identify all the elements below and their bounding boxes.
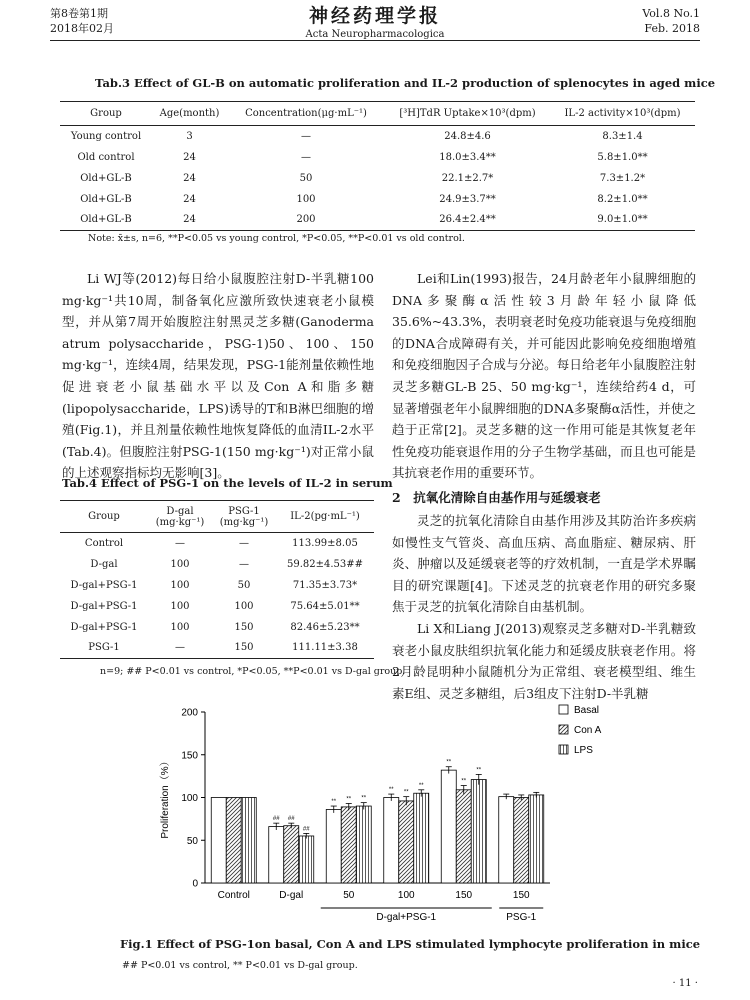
volume-info: Vol.8 No.1 [642, 7, 700, 20]
bar-lps [356, 806, 371, 883]
bar-con-a [456, 790, 471, 883]
table-cell: — [301, 151, 311, 163]
table-cell: 100 [170, 579, 190, 591]
bar-con-a [226, 798, 241, 884]
table-row [60, 596, 374, 617]
table-cell: 8.3±1.4 [602, 130, 643, 142]
column-header: Age(month) [159, 108, 220, 119]
table-cell: — [175, 642, 185, 654]
paragraph: 灵芝的抗氧化清除自由基作用涉及其防治许多疾病如慢性支气管炎、高血压病、高血脂症、糖尿病、肝炎、肿瘤以及延缓衰老等的疗效机制，一直是学术界瞩目的研究课题[4]。下述灵芝的抗衰老作用的研究多聚焦于灵芝的抗氧化清除自由基机制。 [392, 513, 696, 615]
legend-label: Basal [574, 705, 600, 716]
group-label-psg1: PSG-1 [506, 912, 537, 923]
table-cell: 100 [234, 600, 254, 612]
header-center [0, 4, 750, 41]
column-header: D-gal (mg·kg⁻¹) [155, 505, 205, 528]
issue-info: 第8卷第1期 [50, 7, 108, 20]
table-cell: 5.8±1.0** [597, 151, 648, 163]
journal-title-cn: 神经药理学报 [308, 5, 441, 27]
table3-caption: Tab.3 Effect of GL-B on automatic proliferation and IL-2 production of splenocytes in aged mice [95, 76, 716, 90]
bar-basal [384, 798, 399, 884]
right-column-text-1 [392, 268, 696, 484]
table4 [60, 500, 374, 659]
y-tick-label: 200 [181, 707, 198, 719]
significance-mark: ** [361, 795, 367, 802]
bar-lps [471, 780, 486, 883]
bar-basal [441, 770, 456, 883]
table-cell: 24 [183, 151, 196, 163]
table-cell: 7.3±1.2* [599, 172, 646, 184]
x-tick-label: Control [217, 890, 250, 901]
table3-note: Note: x̄±s, n=6, **P<0.05 vs young control, *P<0.05, **P<0.01 vs old control. [88, 233, 465, 244]
table-cell: 50 [237, 579, 251, 591]
bar-basal [326, 809, 341, 883]
figure-note: ## P<0.01 vs control, ** P<0.01 vs D-gal group. [122, 960, 358, 971]
significance-mark: ** [446, 759, 452, 766]
table-cell: 200 [296, 214, 316, 226]
bar-con-a [341, 807, 356, 883]
table-cell: 24 [183, 214, 196, 226]
bar-con-a [514, 798, 529, 884]
table-cell: 150 [234, 621, 254, 633]
table3-header-row [60, 102, 695, 126]
header-rule [50, 40, 700, 41]
table3 [60, 101, 695, 231]
issue-date: 2018年02月 [50, 22, 114, 35]
proliferation-bar-chart [130, 700, 730, 935]
significance-mark: ** [346, 796, 352, 803]
table4-caption: Tab.4 Effect of PSG-1 on the levels of IL-2 in serum [62, 476, 393, 490]
left-column-text [62, 268, 374, 484]
table-cell: 24.9±3.7** [439, 193, 496, 205]
table-cell: 9.0±1.0** [597, 214, 648, 226]
table-cell: 8.2±1.0** [597, 193, 648, 205]
table-cell: PSG-1 [88, 642, 120, 654]
x-tick-label: 50 [343, 890, 355, 901]
table-row [60, 189, 695, 210]
right-column-text-2 [392, 510, 696, 704]
column-header: IL-2 activity×10³(dpm) [564, 108, 681, 119]
table-cell: 24.8±4.6 [444, 130, 491, 142]
y-tick-label: 0 [192, 878, 198, 890]
significance-mark: ** [388, 787, 394, 794]
table-cell: 50 [299, 172, 313, 184]
table-cell: 111.11±3.38 [292, 642, 358, 654]
table-cell: 100 [170, 600, 190, 612]
bar-lps [529, 795, 544, 883]
x-tick-label: 100 [397, 890, 415, 901]
table-cell: Control [84, 537, 124, 549]
page-number: · 11 · [672, 978, 698, 989]
table-cell: 24 [183, 172, 196, 184]
table-row [60, 617, 374, 638]
table-row [60, 638, 374, 659]
section-title: 2 抗氧化清除自由基作用与延缓衰老 [392, 490, 601, 505]
table-cell: 24 [183, 193, 196, 205]
table-cell: 71.35±3.73* [292, 579, 358, 591]
header-right [642, 6, 700, 36]
column-header: PSG-1 (mg·kg⁻¹) [219, 505, 269, 528]
table-cell: Young control [70, 130, 142, 142]
legend-swatch [559, 725, 568, 734]
table-cell: — [301, 130, 311, 142]
bar-con-a [399, 801, 414, 883]
column-header: [³H]TdR Uptake×10³(dpm) [399, 108, 536, 119]
table-cell: 26.4±2.4** [439, 214, 496, 226]
table4-body [60, 533, 374, 659]
paragraph: Lei和Lin(1993)报告，24月龄老年小鼠脾细胞的DNA多聚酶α活性较3月龄年轻小鼠降低35.6%~43.3%，表明衰老时免疫功能衰退与免疫细胞的DNA合成障碍有关，并可能因此影响免疫细胞增殖和免疫细胞因子合成与分泌。每日给老年小鼠腹腔注射灵芝多糖GL-B 25、50 mg·kg⁻¹，连续给药4 d，可显著增强老年小鼠脾细胞的DNA多聚酶α活性，并使之趋于正常[2]。灵芝多糖的这一作用可能是其恢复老年性免疫功能衰退作用的分子生物学基础，而且也可能是其抗衰老作用的重要环节。 [392, 271, 696, 481]
table-cell: Old+GL-B [80, 214, 132, 226]
significance-mark: ** [461, 778, 467, 785]
legend-label: Con A [574, 725, 602, 736]
table-row [60, 126, 695, 147]
table-cell: 75.64±5.01** [290, 600, 360, 612]
table-cell: Old control [77, 151, 135, 163]
paragraph: Li WJ等(2012)每日给小鼠腹腔注射D-半乳糖100 mg·kg⁻¹共10周，制备氧化应激所致快速衰老小鼠模型，并从第7周开始腹腔注射黑灵芝多糖(Ganoderma atrum polysaccharide，PSG-1)50、100、150 mg·kg⁻¹，连续4周，结果发现，PSG-1能剂量依赖性地促进衰老小鼠基础水平以及Con A和脂多糖(lipopolysaccharide，LPS)诱导的T和B淋巴细胞的增殖(Fig.1)，并且剂量依赖性地恢复降低的血清IL-2水平(Tab.4)。但腹腔注射PSG-1(150 mg·kg⁻¹)对正常小鼠的上述观察指标均无影响[3]。 [62, 271, 374, 481]
significance-mark: ** [476, 767, 482, 774]
legend-swatch [559, 745, 568, 754]
bar-lps [299, 836, 314, 883]
y-tick-label: 50 [186, 835, 198, 847]
bar-lps [241, 798, 256, 884]
table-row [60, 554, 374, 575]
table-cell: 100 [296, 193, 316, 205]
table-cell: 22.1±2.7* [441, 172, 494, 184]
table-cell: — [239, 558, 249, 570]
table-cell: Old+GL-B [80, 172, 132, 184]
bar-basal [499, 797, 514, 883]
legend-label: LPS [574, 745, 593, 756]
figure-caption: Fig.1 Effect of PSG-1on basal, Con A and LPS stimulated lymphocyte proliferation in mice [120, 937, 701, 951]
y-tick-label: 100 [181, 793, 198, 804]
table-cell: — [239, 537, 249, 549]
table-cell: 82.46±5.23** [290, 621, 360, 633]
bar-basal [211, 798, 226, 884]
y-tick-label: 150 [181, 750, 198, 762]
table-row [60, 210, 695, 231]
column-header: Group [90, 108, 122, 119]
table-cell: 18.0±3.4** [439, 151, 496, 163]
table-row [60, 533, 374, 554]
significance-mark: ** [331, 799, 337, 806]
column-header: Concentration(μg·mL⁻¹) [245, 108, 367, 119]
significance-mark: ## [302, 826, 310, 833]
table4-note: n=9; ## P<0.01 vs control, *P<0.05, **P<0.01 vs D-gal group. [100, 666, 406, 677]
table-row [60, 168, 695, 189]
significance-mark: ## [287, 816, 295, 823]
x-tick-label: 150 [455, 890, 473, 901]
x-tick-label: 150 [512, 890, 530, 901]
y-axis-label: Proliferation（%） [160, 756, 171, 839]
table-cell: Old+GL-B [80, 193, 132, 205]
table-cell: 100 [170, 621, 190, 633]
x-tick-label: D-gal [279, 890, 304, 901]
bar-lps [414, 793, 429, 883]
significance-mark: ## [272, 816, 280, 823]
group-label-dgal-psg1: D-gal+PSG-1 [376, 912, 437, 923]
table-cell: D-gal+PSG-1 [70, 579, 138, 591]
paragraph: Li X和Liang J(2013)观察灵芝多糖对D-半乳糖致衰老小鼠皮肤组织抗氧化能力和延缓皮肤衰老作用。将2月龄昆明种小鼠随机分为正常组、衰老模型组、维生素E组、灵芝多糖组，后3组皮下注射D-半乳糖 [392, 620, 696, 701]
column-header: Group [88, 511, 120, 522]
table-cell: 150 [234, 642, 254, 654]
table-cell: 113.99±8.05 [292, 537, 358, 549]
table-row [60, 575, 374, 596]
table-row [60, 147, 695, 168]
table3-body [60, 126, 695, 231]
column-header: IL-2(pg·mL⁻¹) [290, 511, 360, 522]
significance-mark: ** [418, 782, 424, 789]
table-cell: D-gal+PSG-1 [70, 600, 138, 612]
table-cell: 100 [170, 558, 190, 570]
bar-basal [269, 827, 284, 883]
legend-swatch [559, 705, 568, 714]
table-cell: 3 [186, 130, 193, 142]
table-cell: — [175, 537, 185, 549]
table4-header-row [60, 501, 374, 533]
volume-date: Feb. 2018 [644, 22, 700, 35]
bar-con-a [284, 826, 299, 883]
table-cell: D-gal+PSG-1 [70, 621, 138, 633]
significance-mark: ** [403, 789, 409, 796]
table-cell: 59.82±4.53## [286, 558, 364, 570]
table-cell: D-gal [90, 558, 118, 570]
journal-title-en: Acta Neuropharmacologica [305, 29, 445, 40]
